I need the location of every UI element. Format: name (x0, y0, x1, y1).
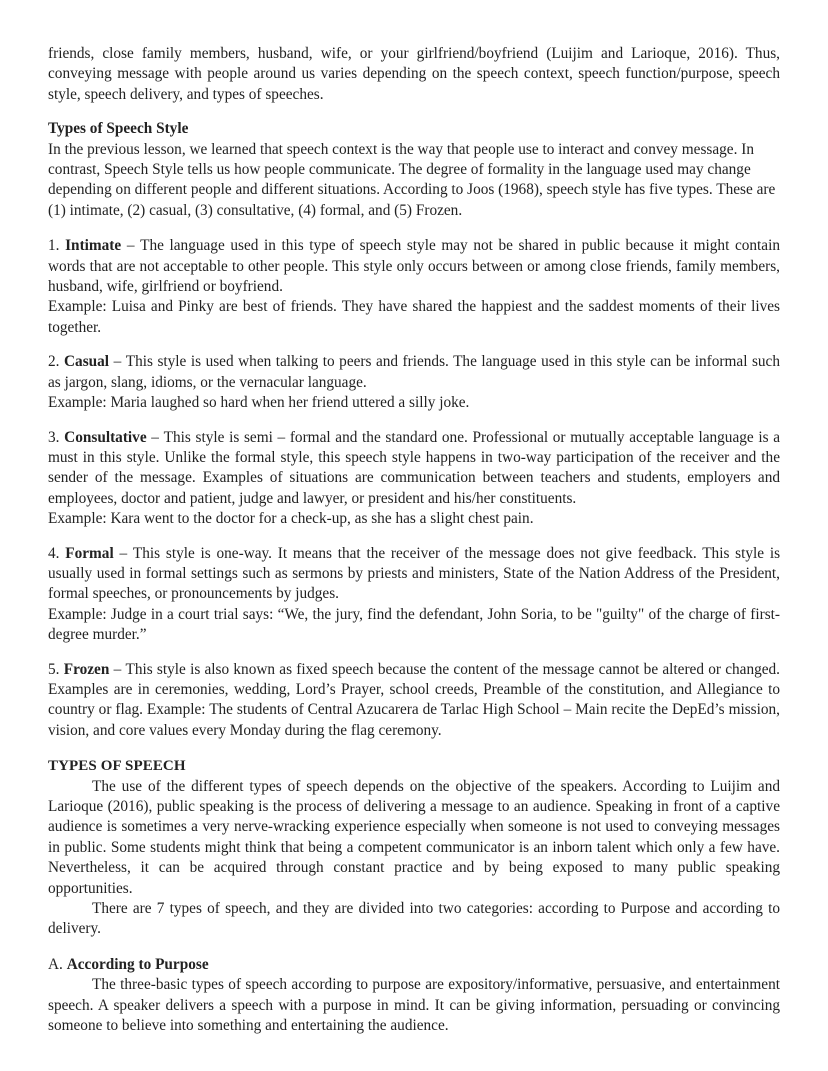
speech-style-definition: The language used in this type of speech style may not be shared in public because it might contain words that are not acceptable to other people. This style only occurs between or among close friends, family members, husband, wife, girlfriend or boyfriend. (48, 237, 780, 296)
section-letter: A. (48, 955, 63, 973)
document-body (48, 44, 780, 1036)
speech-style-term: Frozen (63, 660, 110, 678)
speech-style-number: 4. (48, 544, 60, 562)
speech-style-term: Intimate (65, 237, 122, 255)
speech-style-item (48, 352, 780, 393)
spacer (48, 530, 780, 544)
section-title: According to Purpose (66, 955, 209, 973)
speech-style-dash: – (113, 660, 122, 678)
speech-style-definition: This style is one-way. It means that the receiver of the message does not give feedback. This style is usually used in formal settings such as sermons by priests and ministers, State of the Nation Address of the President, formal speeches, or pronouncements by judges. (48, 544, 781, 603)
speech-style-item (48, 428, 780, 510)
types-of-speech-paragraph-2: There are 7 types of speech, and they are divided into two categories: according to Purpose and according to delivery. (48, 900, 780, 938)
speech-style-example: Example: Luisa and Pinky are best of friends. They have shared the happiest and the saddest moments of their lives together. (48, 298, 780, 336)
spacer (48, 414, 780, 428)
spacer (48, 940, 780, 955)
speech-style-dash: – (113, 353, 122, 371)
speech-style-example: Example: Judge in a court trial says: “We, the jury, find the defendant, John Soria, to be "guilty" of the charge of first-degree murder.” (48, 605, 780, 644)
speech-style-number: 5. (48, 660, 60, 678)
spacer (48, 741, 780, 756)
speech-style-definition: This style is used when talking to peers and friends. The language used in this style can be informal such as jargon, slang, idioms, or the vernacular language. (48, 353, 780, 391)
speech-style-number: 2. (48, 353, 60, 371)
intro-paragraph: friends, close family members, husband, wife, or your girlfriend/boyfriend (Luijim and Larioque, 2016). Thus, conveying message with people around us varies depending on the speech context, speech function/purpose, speech style, speech delivery, and types of speeches. (48, 45, 780, 103)
spacer (48, 338, 780, 352)
spacer (48, 646, 780, 660)
speech-style-number: 3. (48, 428, 60, 446)
speech-style-item (48, 544, 780, 605)
speech-style-number: 1. (48, 237, 60, 255)
speech-style-dash: – (119, 544, 128, 562)
types-of-speech-paragraph-1: The use of the different types of speech depends on the objective of the speakers. According to Luijim and Larioque (2016), public speaking is the process of delivering a message to an audience. Speaking in front of a captive audience is sometimes a very nerve-wracking experience especially when someone is not used to conveying messages in public. Some students might think that being a competent communicator is an inborn talent which only a few have. Nevertheless, it can be acquired through constant practice and by being exposed to many public speaking opportunities. (48, 777, 780, 897)
speech-style-term: Formal (65, 544, 114, 562)
speech-style-example: Example: Maria laughed so hard when her friend uttered a silly joke. (48, 394, 470, 412)
speech-style-term: Consultative (64, 428, 147, 446)
speech-style-term: Casual (64, 353, 110, 371)
speech-style-example: Example: Kara went to the doctor for a check-up, as she has a slight chest pain. (48, 510, 534, 528)
speech-style-definition: This style is semi – formal and the standard one. Professional or mutually acceptable language is a must in this style. Unlike the formal style, this speech style happens in two-way participation of the receiver and the sender of the message. Examples of situations are communication between teachers and students, employers and employees, doctor and patient, judge and lawyer, or president and his/her constituents. (48, 428, 781, 507)
speech-style-item (48, 236, 780, 297)
speech-style-item (48, 660, 780, 742)
speech-style-dash: – (126, 237, 135, 255)
heading-types-of-speech: TYPES OF SPEECH (48, 758, 186, 775)
heading-according-to-purpose (48, 955, 780, 975)
spacer (48, 105, 780, 119)
spacer (48, 221, 780, 236)
speech-style-definition: This style is also known as fixed speech because the content of the message cannot be altered or changed. Examples are in ceremonies, wedding, Lord’s Prayer, school creeds, Preamble of the constitution, and Allegiance to country or flag. Example: The students of Central Azucarera de Tarlac High School – Main recite the DepEd’s mission, vision, and core values every Monday during the flag ceremony. (48, 660, 780, 739)
speech-style-dash: – (151, 428, 159, 446)
heading-types-of-speech-style: Types of Speech Style (48, 120, 189, 138)
speech-style-intro-paragraph: In the previous lesson, we learned that speech context is the way that people use to interact and convey message. In contrast, Speech Style tells us how people communicate. The degree of formality in the language used may change depending on different people and different situations. According to Joos (1968), speech style has five types. These are (1) intimate, (2) casual, (3) consultative, (4) formal, and (5) Frozen. (48, 140, 776, 219)
according-to-purpose-paragraph: The three-basic types of speech according to purpose are expository/informative, persuasive, and entertainment speech. A speaker delivers a speech with a purpose in mind. It can be giving information, persuading or convincing someone to believe into something and entertaining the audience. (48, 976, 780, 1035)
